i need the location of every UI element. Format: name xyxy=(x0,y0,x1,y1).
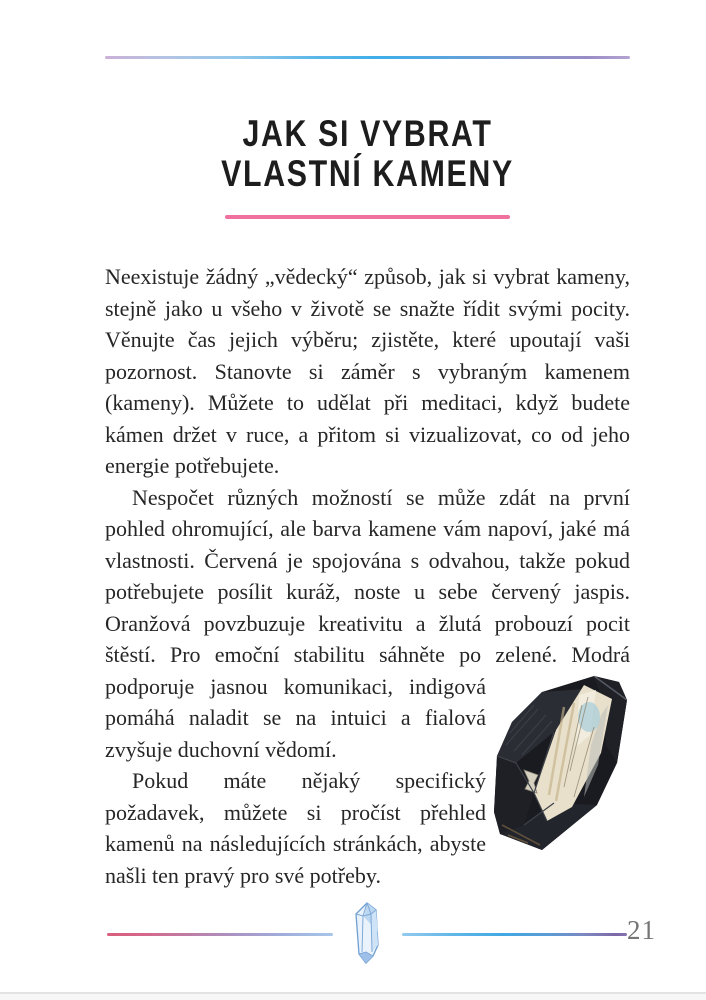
paragraph-2-part1: Nespočet různých možností se může zdát na první pohled ohromující, ale barva kamene vám napoví, jaké má vlastnosti. Červená je spojována s odvahou, takže pokud potřebujete posílit kuráž, noste u sebe červený jaspis. Oranžová povzbuzuje kreativitu a žlutá probouzí pocit štěstí. Pro emoční stabilitu sáhněte po zelené. Modrá podporuje jasnou komunikaci, xyxy=(105,484,630,699)
paragraph-1: Neexistuje žádný „vědecký“ způsob, jak si vybrat kameny, stejně jako u všeho v životě se snažte řídit svými pocity. Věnujte čas jejich výběru; zjistěte, které upoutají vaši pozornost. Stanovte si záměr s vybraným kamenem (kameny). Můžete to udělat při meditaci, když budete kámen držet v ruce, a přitom si vizualizovat, co od jeho energie potřebujete. xyxy=(105,264,630,478)
footer-left-rule xyxy=(107,933,333,936)
page-number: 21 xyxy=(627,915,656,945)
page-title xyxy=(152,114,583,194)
paragraph-2-part2: indigová pomáhá naladit se na intuici a fialová zvyšuje duchovní vědomí. xyxy=(105,673,486,762)
labradorite-stone-illustration xyxy=(494,675,630,851)
paragraph-2 xyxy=(105,482,630,766)
paragraph-3: Pokud máte nějaký specifický požadavek, můžete si pročíst přehled kamenů na následujících stránkách, abyste našli ten pravý pro své potřeby. xyxy=(105,768,486,888)
title-underline xyxy=(225,215,510,219)
page-bottom-edge xyxy=(0,992,706,1000)
labradorite-stone-image xyxy=(494,675,630,851)
crystal-divider xyxy=(350,902,384,964)
crystal-gem-icon xyxy=(350,902,384,964)
top-divider-rule xyxy=(105,56,630,59)
body-text xyxy=(105,261,630,891)
footer-right-rule xyxy=(402,933,627,936)
page-title-line2: VLASTNÍ KAMENY xyxy=(221,153,514,194)
page-title-line1: JAK SI VYBRAT xyxy=(242,113,493,154)
